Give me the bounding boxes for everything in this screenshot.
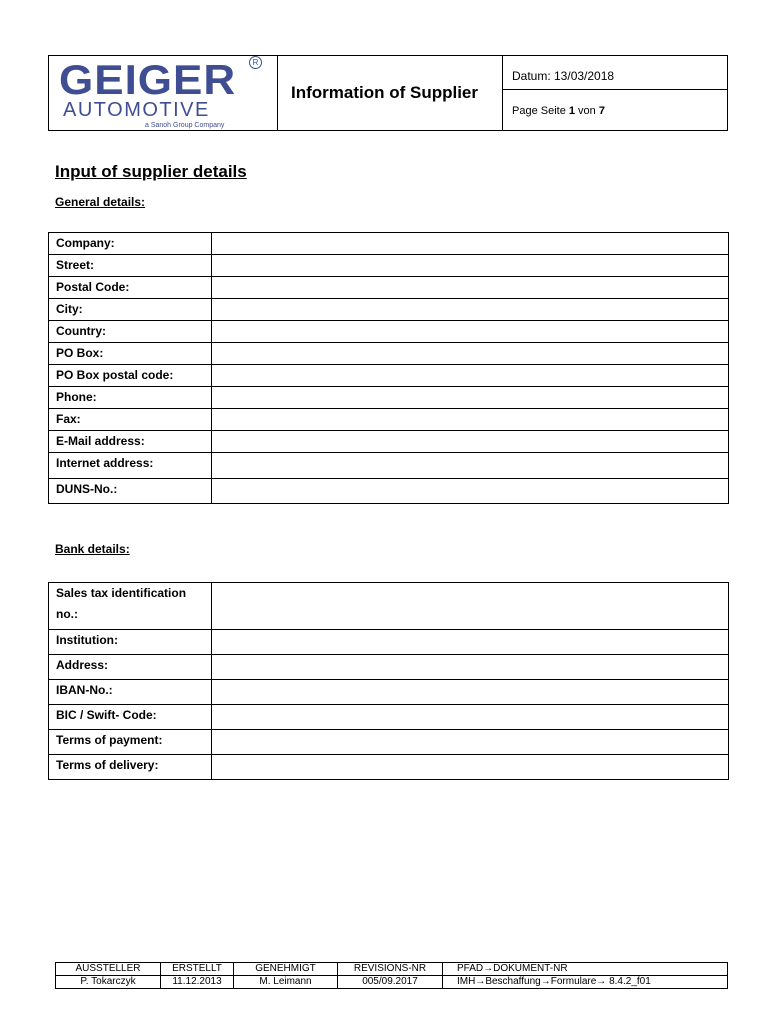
form-row [49,453,729,479]
footer-header-cell: ERSTELLT [161,963,234,976]
footer-header-cell: AUSSTELLER [56,963,161,976]
field-label: PO Box postal code: [49,365,212,387]
field-value-input[interactable] [212,453,729,479]
field-value-input[interactable] [212,365,729,387]
form-row [49,431,729,453]
document-footer [55,962,728,989]
field-value-input[interactable] [212,299,729,321]
field-label: IBAN-No.: [49,680,212,705]
field-value-input[interactable] [212,755,729,780]
field-label: Phone: [49,387,212,409]
field-value-input[interactable] [212,431,729,453]
general-details-heading: General details: [55,195,146,209]
footer-value-cell: 005/09.2017 [338,976,443,989]
form-row [49,321,729,343]
registered-mark-icon: R [249,56,262,69]
page-prefix: Page Seite [512,105,569,117]
field-label: BIC / Swift- Code: [49,705,212,730]
company-logo-subtitle: AUTOMOTIVE [63,99,210,121]
field-label: Postal Code: [49,277,212,299]
page-mid: von [575,105,599,117]
page-number [512,104,605,118]
header-divider [277,56,278,130]
field-label: PO Box: [49,343,212,365]
company-logo-tagline: a Sanoh Group Company [145,122,225,129]
form-row [49,255,729,277]
field-label: Terms of delivery: [49,755,212,780]
field-value-input[interactable] [212,730,729,755]
bank-details-table [48,582,729,780]
field-value-input[interactable] [212,409,729,431]
footer-header-cell: GENEHMIGT [234,963,338,976]
field-label: Sales tax identification no.: [49,583,212,630]
field-value-input[interactable] [212,343,729,365]
document-title: Information of Supplier [291,83,478,102]
field-value-input[interactable] [212,277,729,299]
field-value-input[interactable] [212,479,729,504]
field-value-input[interactable] [212,680,729,705]
field-label: E-Mail address: [49,431,212,453]
field-value-input[interactable] [212,321,729,343]
field-value-input[interactable] [212,387,729,409]
field-value-input[interactable] [212,583,729,630]
field-value-input[interactable] [212,630,729,655]
header-divider [503,89,728,90]
form-row [49,730,729,755]
form-row [49,680,729,705]
document-date: Datum: 13/03/2018 [512,69,615,83]
footer-value-cell: IMH→Beschaffung→Formulare→ 8.4.2_f01 [443,976,728,989]
field-label: Country: [49,321,212,343]
footer-value-cell: 11.12.2013 [161,976,234,989]
form-row [49,479,729,504]
form-row [49,755,729,780]
document-header [48,55,728,131]
form-row [49,387,729,409]
footer-header-cell: PFAD→DOKUMENT-NR [443,963,728,976]
footer-header-cell: REVISIONS-NR [338,963,443,976]
bank-details-heading: Bank details: [55,542,130,556]
field-value-input[interactable] [212,255,729,277]
form-row [49,343,729,365]
form-row [49,630,729,655]
form-row [49,655,729,680]
footer-value-row [56,976,728,989]
field-label: Fax: [49,409,212,431]
field-label: Internet address: [49,453,212,479]
field-value-input[interactable] [212,233,729,255]
form-row [49,705,729,730]
field-label: City: [49,299,212,321]
footer-value-cell: P. Tokarczyk [56,976,161,989]
form-row [49,365,729,387]
form-row [49,409,729,431]
form-row [49,233,729,255]
section-title: Input of supplier details [55,162,247,181]
header-divider [502,56,503,130]
page-current: 1 [568,105,575,117]
form-row [49,277,729,299]
company-logo: GEIGER [59,57,237,104]
form-row [49,583,729,630]
footer-value-cell: M. Leimann [234,976,338,989]
form-row [49,299,729,321]
field-label: Company: [49,233,212,255]
footer-header-row [56,963,728,976]
field-label: Street: [49,255,212,277]
field-value-input[interactable] [212,655,729,680]
field-label: DUNS-No.: [49,479,212,504]
page-total: 7 [598,105,605,117]
field-value-input[interactable] [212,705,729,730]
field-label: Terms of payment: [49,730,212,755]
field-label: Address: [49,655,212,680]
field-label: Institution: [49,630,212,655]
general-details-table [48,232,729,504]
